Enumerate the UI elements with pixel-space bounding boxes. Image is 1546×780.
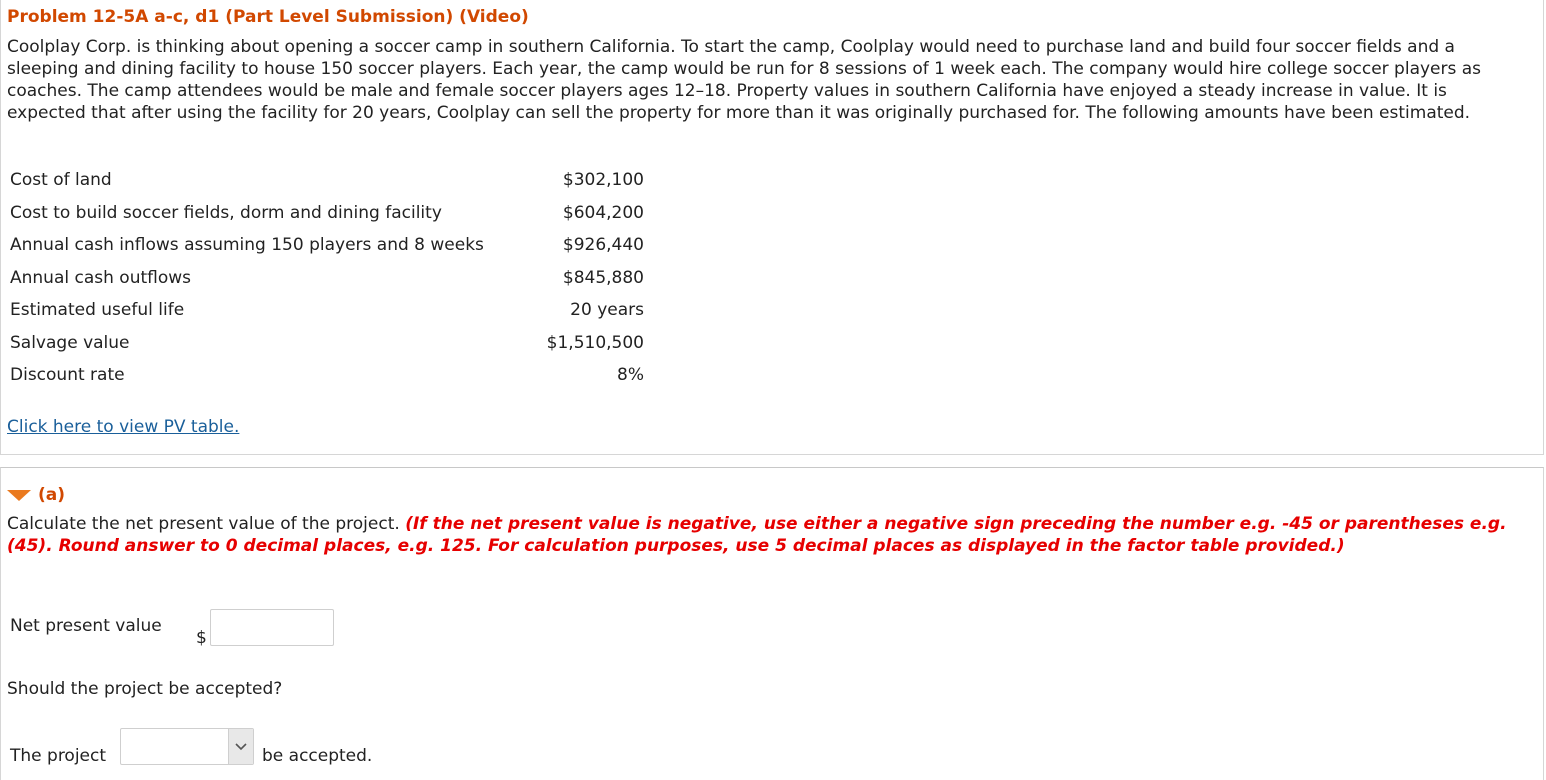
project-suffix: be accepted. xyxy=(262,746,373,766)
estimate-value: $926,440 xyxy=(562,235,644,255)
collapse-triangle-icon[interactable] xyxy=(7,490,31,501)
table-row xyxy=(10,233,650,259)
estimate-value: $845,880 xyxy=(562,268,644,288)
estimate-value: $1,510,500 xyxy=(546,333,644,353)
estimate-value: 20 years xyxy=(570,300,644,320)
npv-label: Net present value xyxy=(10,616,162,636)
estimate-label: Cost to build soccer fields, dorm and dining facility xyxy=(10,203,442,223)
currency-symbol: $ xyxy=(196,628,207,648)
estimate-value: 8% xyxy=(617,365,644,385)
estimate-label: Estimated useful life xyxy=(10,300,185,320)
accept-question: Should the project be accepted? xyxy=(7,679,283,699)
table-row xyxy=(10,168,650,194)
problem-title: Problem 12-5A a-c, d1 (Part Level Submission) (Video) xyxy=(7,7,529,27)
project-decision-select[interactable] xyxy=(120,728,254,765)
estimate-value: $604,200 xyxy=(562,203,644,223)
estimate-label: Discount rate xyxy=(10,365,125,385)
npv-input[interactable] xyxy=(210,609,334,646)
instruction-text: Calculate the net present value of the project. xyxy=(7,514,400,534)
estimate-label: Cost of land xyxy=(10,170,112,190)
estimate-label: Annual cash outflows xyxy=(10,268,192,288)
table-row xyxy=(10,266,650,292)
instruction-note: (If the net present value is negative, use either a negative sign preceding the number e.g. -45 or parentheses e.g. (45). Round answer to 0 decimal places, e.g. 125. For calculation purposes, use 5 decimal places as displayed in the factor table provided.) xyxy=(7,514,1507,556)
estimate-value: $302,100 xyxy=(562,170,644,190)
table-row xyxy=(10,331,650,357)
pv-table-link[interactable]: Click here to view PV table. xyxy=(7,417,240,437)
estimate-label: Annual cash inflows assuming 150 players and 8 weeks xyxy=(10,235,484,255)
estimate-label: Salvage value xyxy=(10,333,130,353)
table-row xyxy=(10,201,650,227)
dropdown-button[interactable] xyxy=(228,729,253,764)
part-a-instruction xyxy=(7,513,1507,557)
part-a-label: (a) xyxy=(38,485,66,505)
part-a-toggle[interactable] xyxy=(7,485,65,505)
problem-intro: Coolplay Corp. is thinking about opening a soccer camp in southern California. To start the camp, Coolplay would need to purchase land and build four soccer fields and a sleeping and dining facility to house 150 soccer players. Each year, the camp would be run for 8 sessions of 1 week each. The company would hire college soccer players as coaches. The camp attendees would be male and female soccer players ages 12–18. Property values in southern California have enjoyed a steady increase in value. It is expected that after using the facility for 20 years, Coolplay can sell the property for more than it was originally purchased for. The following amounts have been estimated. xyxy=(7,37,1482,123)
table-row xyxy=(10,298,650,324)
table-row xyxy=(10,363,650,389)
chevron-down-icon xyxy=(235,743,247,751)
project-prefix: The project xyxy=(10,746,107,766)
